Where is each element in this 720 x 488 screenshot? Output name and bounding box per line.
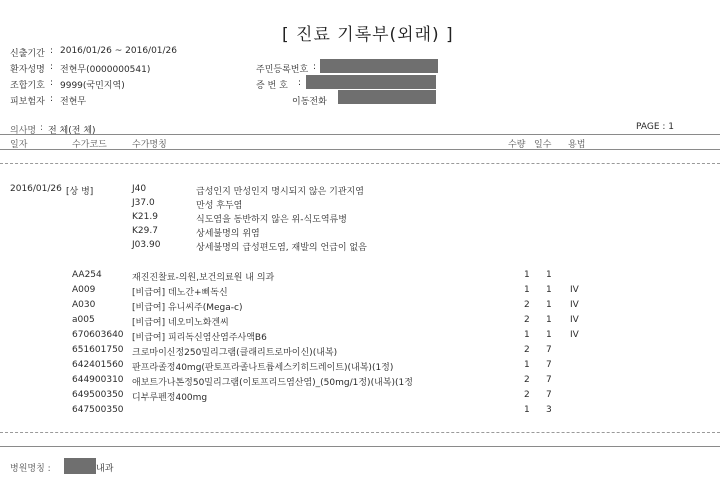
item-days: 1 xyxy=(546,285,552,295)
diagnosis-code: J40 xyxy=(132,184,147,194)
item-name: [비급여] 유니씨주(Mega-c) xyxy=(132,303,243,313)
item-code: 642401560 xyxy=(72,360,124,370)
diagnosis-name: 급성인지 만성인지 명시되지 않은 기관지염 xyxy=(196,187,364,197)
item-days: 7 xyxy=(546,345,552,355)
hospital-label: 병원명칭 : xyxy=(10,464,51,474)
col-fee-name: 수가명칭 xyxy=(132,140,167,150)
item-qty: 2 xyxy=(524,300,530,310)
rrn-colon: : xyxy=(313,62,317,72)
item-code: 649500350 xyxy=(72,390,124,400)
item-name: [비급여] 네오미노화겐씨 xyxy=(132,318,229,328)
item-days: 7 xyxy=(546,360,552,370)
item-usage: IV xyxy=(570,285,579,295)
item-days: 1 xyxy=(546,270,552,280)
header-dashed-rule xyxy=(0,163,720,164)
rrn-label: 주민등록번호 xyxy=(256,65,309,75)
item-code: A030 xyxy=(72,300,96,310)
diagnosis-name: 식도염을 동반하지 않은 위-식도역류병 xyxy=(196,215,347,225)
diagnosis-code: K21.9 xyxy=(132,212,158,222)
col-days: 일수 xyxy=(534,140,552,150)
period-value: 2016/01/26 ~ 2016/01/26 xyxy=(60,46,178,56)
footer-top-rule xyxy=(0,446,720,447)
diagnosis-code: J03.90 xyxy=(132,240,161,250)
patient-value: 전현무(0000000541) xyxy=(60,65,151,75)
doctor-value: 전 체(전 체) xyxy=(48,126,96,136)
rrn-redaction xyxy=(320,59,438,73)
insured-colon: : xyxy=(50,94,54,104)
item-name: 크로마이신정250밀리그램(클래리트로마이신)(내복) xyxy=(132,348,338,358)
item-qty: 1 xyxy=(524,360,530,370)
item-qty: 2 xyxy=(524,315,530,325)
item-name: 애보트가나톤정50밀리그램(이토프리드염산염)_(50mg/1정)(내복)(1정 xyxy=(132,378,413,388)
page-title: [ 진료 기록부(외래) ] xyxy=(282,25,454,45)
item-code: 651601750 xyxy=(72,345,124,355)
diagnosis-name: 상세불명의 급성편도염, 재발의 언급이 없음 xyxy=(196,243,367,253)
item-days: 3 xyxy=(546,405,552,415)
hospital-suffix: 내과 xyxy=(96,464,114,474)
item-qty: 1 xyxy=(524,405,530,415)
visit-type: [상 병] xyxy=(66,187,94,197)
col-date: 일자 xyxy=(10,140,28,150)
hospital-redaction xyxy=(64,458,96,474)
diagnosis-code: K29.7 xyxy=(132,226,158,236)
cert-colon: : xyxy=(298,78,302,88)
cert-redaction xyxy=(306,75,436,89)
period-colon: : xyxy=(50,46,54,56)
item-code: 670603640 xyxy=(72,330,124,340)
item-days: 7 xyxy=(546,390,552,400)
item-name: 재진진찰료-의원,보건의료원 내 의과 xyxy=(132,273,275,283)
item-qty: 1 xyxy=(524,270,530,280)
item-qty: 2 xyxy=(524,345,530,355)
cert-label: 증 번 호 xyxy=(256,81,288,91)
patient-colon: : xyxy=(50,62,54,72)
diagnosis-name: 만성 후두염 xyxy=(196,201,243,211)
item-code: AA254 xyxy=(72,270,102,280)
item-name: 판프라졸정40mg(판토프라졸나트륨세스키히드레이트)(내복)(1정) xyxy=(132,363,394,373)
item-usage: IV xyxy=(570,300,579,310)
period-label: 신출기간 xyxy=(10,49,45,59)
insured-value: 전현무 xyxy=(60,97,87,107)
item-qty: 2 xyxy=(524,375,530,385)
item-days: 1 xyxy=(546,330,552,340)
col-qty: 수량 xyxy=(508,140,526,150)
visit-date: 2016/01/26 xyxy=(10,184,62,194)
item-days: 1 xyxy=(546,300,552,310)
diagnosis-name: 상세불명의 위염 xyxy=(196,229,260,239)
col-usage: 용법 xyxy=(568,140,586,150)
col-fee-code: 수가코드 xyxy=(72,140,107,150)
doctor-colon: : xyxy=(40,123,44,133)
patient-label: 환자성명 xyxy=(10,65,45,75)
doctor-label: 의사명 xyxy=(10,126,37,136)
item-name: 디부루펜정400mg xyxy=(132,393,208,403)
phone-label: 이동전화 xyxy=(292,97,327,107)
item-code: 647500350 xyxy=(72,405,124,415)
item-days: 1 xyxy=(546,315,552,325)
item-days: 7 xyxy=(546,375,552,385)
assoc-value: 9999(국민지역) xyxy=(60,81,125,91)
header-top-rule xyxy=(0,134,720,135)
page-number: PAGE : 1 xyxy=(636,122,674,132)
item-name: [비급여] 데노간+삐독신 xyxy=(132,288,228,298)
item-qty: 2 xyxy=(524,390,530,400)
assoc-label: 조합기호 xyxy=(10,81,45,91)
item-code: 644900310 xyxy=(72,375,124,385)
footer-dashed-rule xyxy=(0,432,720,433)
item-code: A009 xyxy=(72,285,96,295)
insured-label: 피보험자 xyxy=(10,97,45,107)
header-bottom-rule xyxy=(0,149,720,150)
assoc-colon: : xyxy=(50,78,54,88)
item-name: [비급여] 피리독신염산염주사액B6 xyxy=(132,333,267,343)
item-qty: 1 xyxy=(524,285,530,295)
item-usage: IV xyxy=(570,315,579,325)
item-code: a005 xyxy=(72,315,95,325)
phone-redaction xyxy=(338,90,436,104)
item-qty: 1 xyxy=(524,330,530,340)
diagnosis-code: J37.0 xyxy=(132,198,155,208)
item-usage: IV xyxy=(570,330,579,340)
